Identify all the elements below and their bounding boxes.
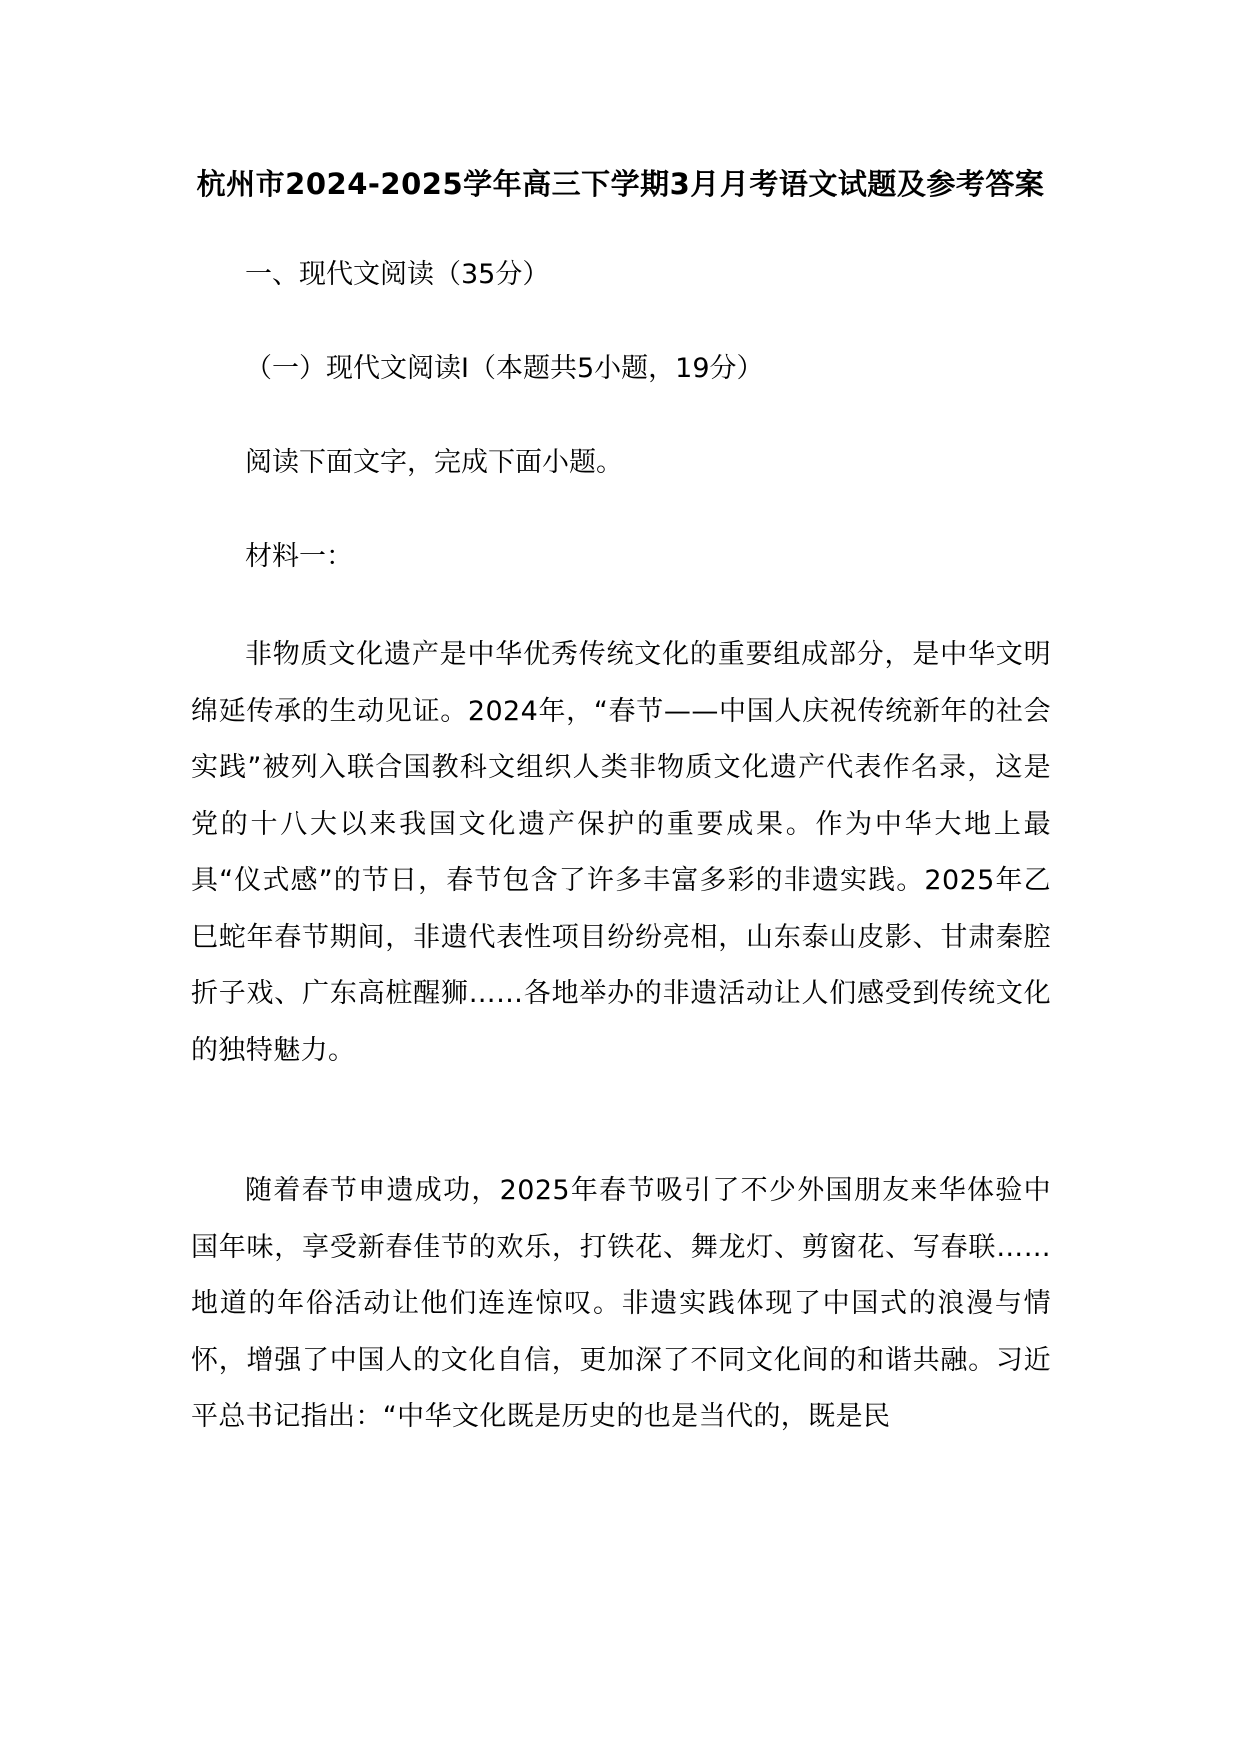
document-title: 杭州市2024-2025学年高三下学期3月月考语文试题及参考答案: [196, 167, 1045, 201]
paragraph-2: 随着春节申遗成功，2025年春节吸引了不少外国朋友来华体验中国年味，享受新春佳节的欢乐，打铁花、舞龙灯、剪窗花、写春联……地道的年俗活动让他们连连惊叹。非遗实践体现了中国式的浪漫与情怀，增强了中国人的文化自信，更加深了不同文化间的和谐共融。习近平总书记指出：“中华文化既是历史的也是当代的，既是民: [191, 1175, 1051, 1432]
material-label: 材料一：: [245, 541, 353, 572]
instruction-text: 阅读下面文字，完成下面小题。: [245, 447, 623, 478]
paragraph-1: 非物质文化遗产是中华优秀传统文化的重要组成部分，是中华文明绵延传承的生动见证。2024年，“春节——中国人庆祝传统新年的社会实践”被列入联合国教科文组织人类非物质文化遗产代表作名录，这是党的十八大以来我国文化遗产保护的重要成果。作为中华大地上最具“仪式感”的节日，春节包含了许多丰富多彩的非遗实践。2025年乙巳蛇年春节期间，非遗代表性项目纷纷亮相，山东泰山皮影、甘肃秦腔折子戏、广东高桩醒狮……各地举办的非遗活动让人们感受到传统文化的独特魅力。: [191, 639, 1051, 1066]
section-heading: 一、现代文阅读（35分）: [245, 259, 550, 290]
subsection-heading: （一）现代文阅读Ⅰ（本题共5小题，19分）: [245, 353, 764, 384]
